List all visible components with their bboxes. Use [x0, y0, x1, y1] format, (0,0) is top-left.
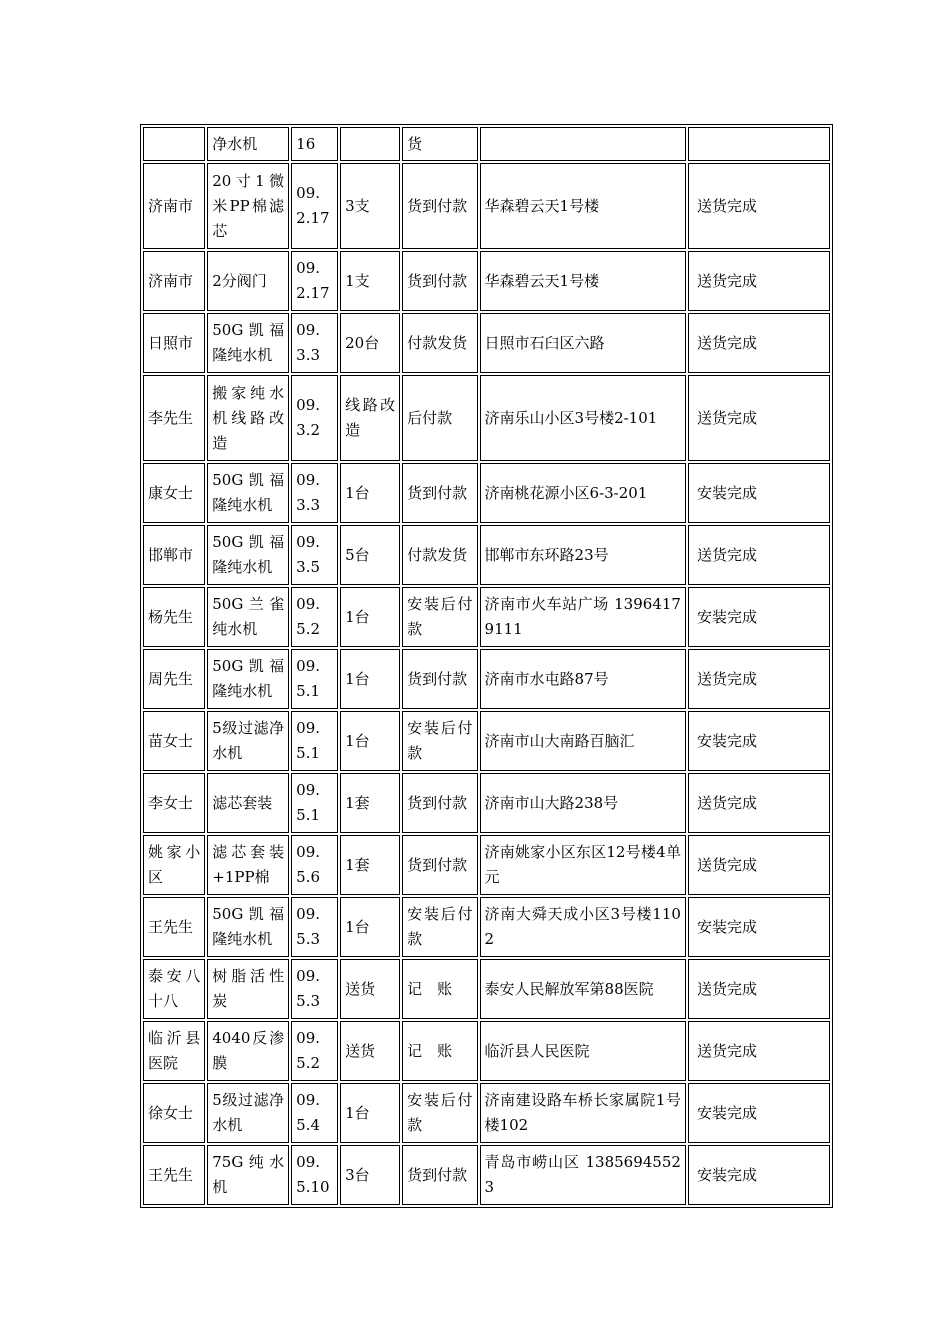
customer-cell: 康女士	[143, 463, 205, 523]
table-row	[143, 649, 830, 709]
table-row	[143, 711, 830, 771]
status-cell: 安装完成	[688, 463, 830, 523]
address-cell: 青岛市崂山区 13856945523	[480, 1145, 686, 1205]
status-cell	[688, 127, 830, 161]
quantity-cell: 1台	[340, 897, 400, 957]
customer-cell: 杨先生	[143, 587, 205, 647]
quantity-cell: 3台	[340, 1145, 400, 1205]
address-cell: 华森碧云天1号楼	[480, 163, 686, 249]
product-cell: 20寸1微米PP棉滤芯	[207, 163, 289, 249]
table-row	[143, 463, 830, 523]
status-cell: 送货完成	[688, 835, 830, 895]
payment-cell: 付款发货	[402, 313, 477, 373]
address-cell: 济南市山大路238号	[480, 773, 686, 833]
table-row	[143, 251, 830, 311]
date-cell: 09.5.4	[291, 1083, 338, 1143]
product-cell: 50G凯福隆纯水机	[207, 649, 289, 709]
product-cell: 75G纯水机	[207, 1145, 289, 1205]
table-row	[143, 897, 830, 957]
address-cell: 济南大舜天成小区3号楼1102	[480, 897, 686, 957]
table-row	[143, 959, 830, 1019]
customer-cell: 济南市	[143, 163, 205, 249]
product-cell: 5级过滤净水机	[207, 711, 289, 771]
date-cell: 09.3.3	[291, 313, 338, 373]
customer-cell: 姚家小区	[143, 835, 205, 895]
quantity-cell: 1套	[340, 835, 400, 895]
payment-cell: 货到付款	[402, 163, 477, 249]
address-cell: 济南桃花源小区6-3-201	[480, 463, 686, 523]
payment-cell: 货到付款	[402, 251, 477, 311]
date-cell: 09.5.10	[291, 1145, 338, 1205]
customer-cell: 李女士	[143, 773, 205, 833]
status-cell: 安装完成	[688, 1083, 830, 1143]
quantity-cell: 1台	[340, 1083, 400, 1143]
date-cell: 09.5.1	[291, 773, 338, 833]
date-cell: 09.3.5	[291, 525, 338, 585]
address-cell	[480, 127, 686, 161]
date-cell: 09.5.3	[291, 897, 338, 957]
customer-cell: 王先生	[143, 897, 205, 957]
address-cell: 济南市火车站广场 13964179111	[480, 587, 686, 647]
product-cell: 50G凯福隆纯水机	[207, 897, 289, 957]
status-cell: 送货完成	[688, 251, 830, 311]
table-row	[143, 163, 830, 249]
customer-cell: 泰安八十八	[143, 959, 205, 1019]
address-cell: 济南建设路车桥长家属院1号楼102	[480, 1083, 686, 1143]
quantity-cell	[340, 127, 400, 161]
payment-cell: 记 账	[402, 1021, 477, 1081]
status-cell: 送货完成	[688, 649, 830, 709]
status-cell: 送货完成	[688, 313, 830, 373]
date-cell: 09.2.17	[291, 251, 338, 311]
payment-cell: 付款发货	[402, 525, 477, 585]
table-row	[143, 313, 830, 373]
table-row	[143, 375, 830, 461]
date-cell: 09.2.17	[291, 163, 338, 249]
table-row	[143, 525, 830, 585]
product-cell: 50G凯福隆纯水机	[207, 313, 289, 373]
table-row	[143, 1021, 830, 1081]
customer-cell	[143, 127, 205, 161]
payment-cell: 安装后付款	[402, 1083, 477, 1143]
address-cell: 济南乐山小区3号楼2-101	[480, 375, 686, 461]
payment-cell: 安装后付款	[402, 711, 477, 771]
date-cell: 09.3.2	[291, 375, 338, 461]
quantity-cell: 1台	[340, 463, 400, 523]
product-cell: 4040反渗膜	[207, 1021, 289, 1081]
customer-cell: 李先生	[143, 375, 205, 461]
date-cell: 16	[291, 127, 338, 161]
status-cell: 送货完成	[688, 525, 830, 585]
quantity-cell: 1支	[340, 251, 400, 311]
customer-cell: 临沂县医院	[143, 1021, 205, 1081]
customer-cell: 苗女士	[143, 711, 205, 771]
quantity-cell: 线路改造	[340, 375, 400, 461]
quantity-cell: 1套	[340, 773, 400, 833]
status-cell: 送货完成	[688, 1021, 830, 1081]
product-cell: 滤芯套装	[207, 773, 289, 833]
address-cell: 济南市水屯路87号	[480, 649, 686, 709]
status-cell: 安装完成	[688, 1145, 830, 1205]
address-cell: 华森碧云天1号楼	[480, 251, 686, 311]
table-row-continued	[143, 127, 830, 161]
customer-cell: 徐女士	[143, 1083, 205, 1143]
date-cell: 09.5.6	[291, 835, 338, 895]
customer-cell: 日照市	[143, 313, 205, 373]
product-cell: 树脂活性炭	[207, 959, 289, 1019]
payment-cell: 货到付款	[402, 463, 477, 523]
product-cell: 50G兰雀纯水机	[207, 587, 289, 647]
product-cell: 净水机	[207, 127, 289, 161]
date-cell: 09.5.2	[291, 587, 338, 647]
table-row	[143, 835, 830, 895]
table-row	[143, 1145, 830, 1205]
address-cell: 邯郸市东环路23号	[480, 525, 686, 585]
payment-cell: 安装后付款	[402, 897, 477, 957]
status-cell: 安装完成	[688, 587, 830, 647]
date-cell: 09.3.3	[291, 463, 338, 523]
date-cell: 09.5.1	[291, 649, 338, 709]
status-cell: 安装完成	[688, 711, 830, 771]
product-cell: 2分阀门	[207, 251, 289, 311]
product-cell: 50G凯福隆纯水机	[207, 463, 289, 523]
status-cell: 送货完成	[688, 773, 830, 833]
product-cell: 滤芯套装+1PP棉	[207, 835, 289, 895]
product-cell: 5级过滤净水机	[207, 1083, 289, 1143]
customer-cell: 济南市	[143, 251, 205, 311]
product-cell: 搬家纯水机线路改造	[207, 375, 289, 461]
status-cell: 送货完成	[688, 163, 830, 249]
quantity-cell: 20台	[340, 313, 400, 373]
customer-cell: 王先生	[143, 1145, 205, 1205]
address-cell: 临沂县人民医院	[480, 1021, 686, 1081]
quantity-cell: 送货	[340, 959, 400, 1019]
table-row	[143, 1083, 830, 1143]
orders-table	[140, 124, 833, 1208]
address-cell: 日照市石臼区六路	[480, 313, 686, 373]
status-cell: 安装完成	[688, 897, 830, 957]
payment-cell: 货到付款	[402, 773, 477, 833]
date-cell: 09.5.1	[291, 711, 338, 771]
payment-cell: 后付款	[402, 375, 477, 461]
payment-cell: 货到付款	[402, 649, 477, 709]
payment-cell: 记 账	[402, 959, 477, 1019]
customer-cell: 邯郸市	[143, 525, 205, 585]
date-cell: 09.5.3	[291, 959, 338, 1019]
quantity-cell: 1台	[340, 649, 400, 709]
address-cell: 济南姚家小区东区12号楼4单元	[480, 835, 686, 895]
payment-cell: 货到付款	[402, 1145, 477, 1205]
quantity-cell: 送货	[340, 1021, 400, 1081]
customer-cell: 周先生	[143, 649, 205, 709]
product-cell: 50G凯福隆纯水机	[207, 525, 289, 585]
quantity-cell: 1台	[340, 711, 400, 771]
table-row	[143, 587, 830, 647]
date-cell: 09.5.2	[291, 1021, 338, 1081]
table-row	[143, 773, 830, 833]
quantity-cell: 1台	[340, 587, 400, 647]
quantity-cell: 5台	[340, 525, 400, 585]
address-cell: 济南市山大南路百脑汇	[480, 711, 686, 771]
status-cell: 送货完成	[688, 959, 830, 1019]
quantity-cell: 3支	[340, 163, 400, 249]
payment-cell: 安装后付款	[402, 587, 477, 647]
payment-cell: 货到付款	[402, 835, 477, 895]
status-cell: 送货完成	[688, 375, 830, 461]
payment-cell: 货	[402, 127, 477, 161]
address-cell: 泰安人民解放军第88医院	[480, 959, 686, 1019]
